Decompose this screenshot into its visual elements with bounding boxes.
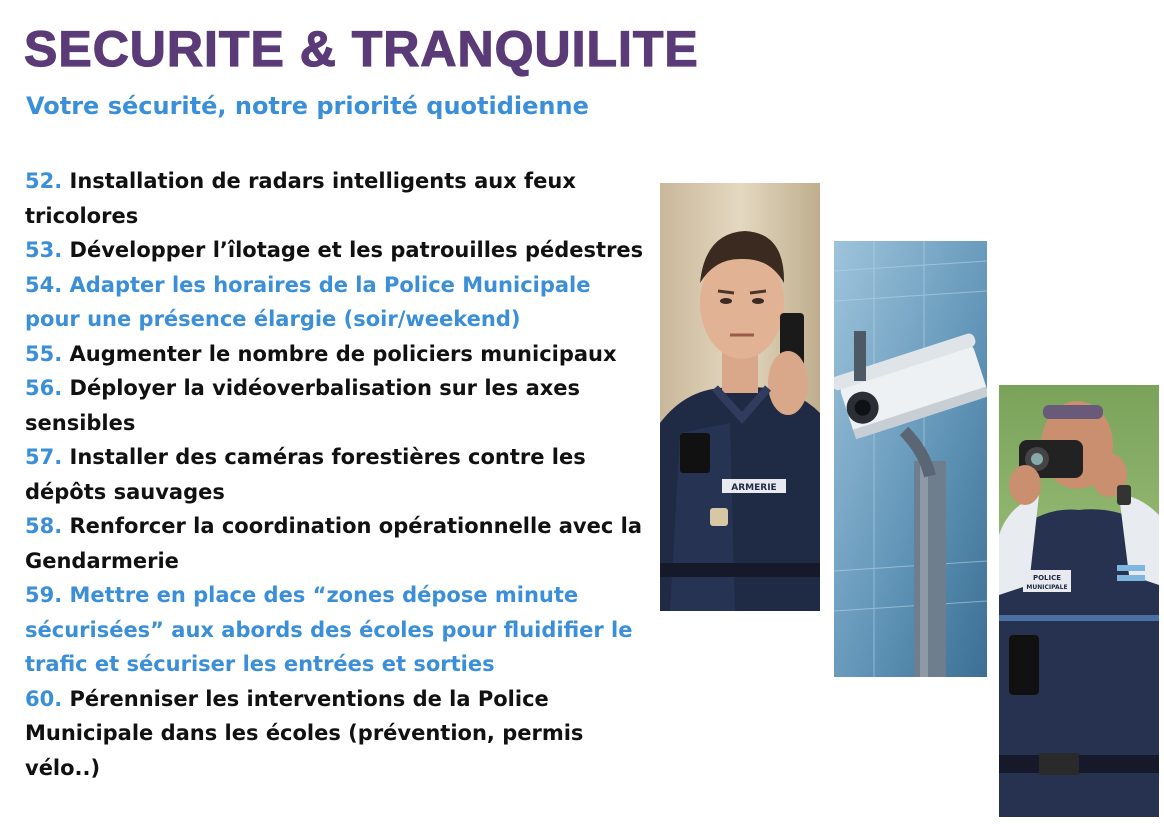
measure-item [25,440,665,509]
photo-officer-binoculars [999,385,1159,817]
measure-text-line: Mettre en place des “zones dépose minute [69,583,579,607]
page-title: SECURITE & TRANQUILITE [24,21,699,77]
measures-list [25,164,665,785]
measure-text-line: Gendarmerie [25,548,179,573]
svg-text:POLICE: POLICE [1032,574,1062,582]
measure-item [25,371,665,440]
measure-text-line: Augmenter le nombre de policiers municipaux [69,341,617,366]
measure-number: 60. [25,686,63,711]
measure-number: 55. [25,341,63,366]
measure-text-line: Installer des caméras forestières contre les [69,445,586,469]
measure-number: 56. [25,376,63,400]
measure-text-line: tricolores [25,203,139,228]
measure-text-line: dépôts sauvages [25,479,225,504]
measure-number: 58. [25,514,63,538]
measure-item [25,233,665,268]
measure-number: 59. [25,583,63,607]
measure-item [25,509,665,578]
measure-text-line: trafic et sécuriser les entrées et sorties [25,652,495,676]
photo-cctv-camera [834,241,987,677]
measure-number: 57. [25,445,63,469]
measure-number: 52. [25,169,63,193]
measure-item [25,578,665,682]
measure-text-line: vélo..) [25,755,101,780]
measure-item [25,682,665,786]
page-subtitle: Votre sécurité, notre priorité quotidienne [26,92,589,120]
measure-text-line: Renforcer la coordination opérationnelle avec la [69,514,642,538]
measure-item [25,337,665,372]
measure-number: 53. [25,238,63,262]
measure-text-line: Municipale dans les écoles (prévention, permis [25,721,584,745]
measure-text-line: Adapter les horaires de la Police Municipale [69,272,591,297]
badge-text: ARMERIE [731,483,777,493]
measure-text-line: sensibles [25,410,136,435]
photo-officer-phone [660,183,820,611]
svg-text:MUNICIPALE: MUNICIPALE [1026,584,1068,591]
measure-text-line: pour une présence élargie (soir/weekend) [25,307,521,331]
measure-number: 54. [25,272,63,297]
measure-text-line: sécurisées” aux abords des écoles pour fluidifier le [25,617,633,642]
measure-text-line: Installation de radars intelligents aux feux [69,169,576,193]
measure-text-line: Déployer la vidéoverbalisation sur les axes [69,376,581,400]
measure-text-line: Pérenniser les interventions de la Police [69,686,549,711]
measure-item [25,164,665,233]
measure-text-line: Développer l’îlotage et les patrouilles pédestres [69,238,644,262]
measure-item [25,268,665,337]
